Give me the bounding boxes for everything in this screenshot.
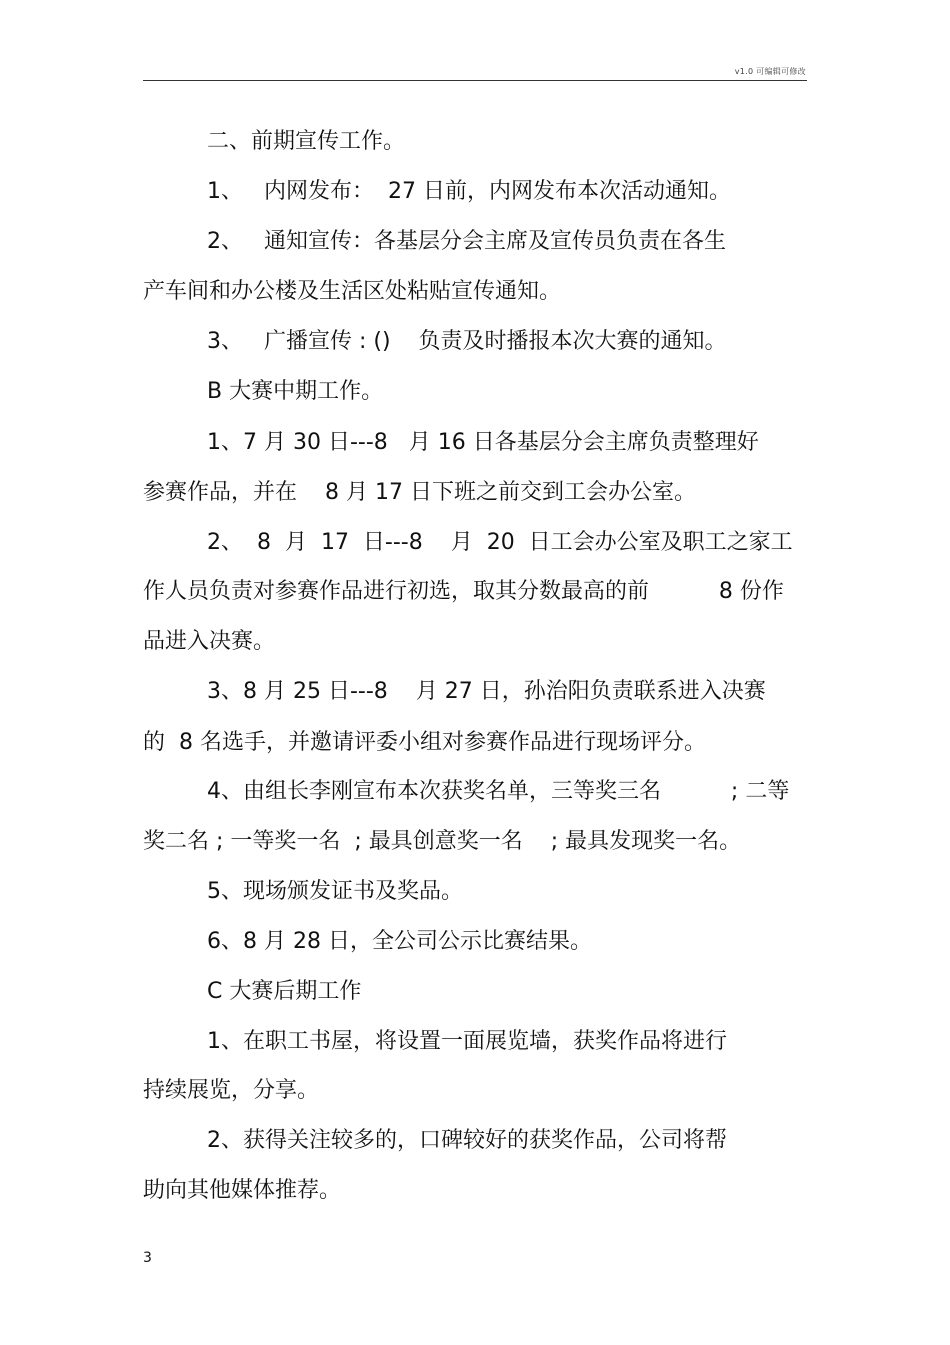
section-heading-mid-stage: B 大赛中期工作。 — [207, 379, 384, 404]
section-heading-post-stage: C 大赛后期工作 — [207, 979, 362, 1004]
paragraph-line: 1、 内网发布： 27 日前，内网发布本次活动通知。 — [207, 179, 731, 204]
paragraph-line: 奖二名 ; 一等奖一名 ; 最具创意奖一名 ; 最具发现奖一名。 — [143, 829, 742, 854]
paragraph-line: 2、 通知宣传：各基层分会主席及宣传员负责在各生 — [207, 229, 726, 254]
paragraph-line: 参赛作品，并在 8 月 17 日下班之前交到工会办公室。 — [143, 480, 696, 505]
paragraph-line: 作人员负责对参赛作品进行初选，取其分数最高的前 8 份作 — [143, 579, 784, 604]
page-number: 3 — [143, 1250, 152, 1266]
section-heading-early-publicity: 二、前期宣传工作。 — [207, 129, 406, 154]
header-rule — [143, 80, 807, 81]
paragraph-line: 6、8 月 28 日，全公司公示比赛结果。 — [207, 929, 592, 954]
paragraph-line: 持续展览，分享。 — [143, 1078, 320, 1103]
paragraph-line: 品进入决赛。 — [143, 629, 276, 654]
paragraph-line: 3、8 月 25 日---8 月 27 日，孙治阳负责联系进入决赛 — [207, 679, 766, 704]
paragraph-line: 2、获得关注较多的，口碑较好的获奖作品，公司将帮 — [207, 1128, 727, 1153]
paragraph-line: 3、 广播宣传 : () 负责及时播报本次大赛的通知。 — [207, 329, 727, 354]
paragraph-line: 助向其他媒体推荐。 — [143, 1178, 342, 1203]
header-note: v1.0 可编辑可修改 — [734, 67, 806, 76]
paragraph-line: 产车间和办公楼及生活区处粘贴宣传通知。 — [143, 279, 562, 304]
paragraph-line: 1、7 月 30 日---8 月 16 日各基层分会主席负责整理好 — [207, 430, 759, 455]
paragraph-line: 5、现场颁发证书及奖品。 — [207, 879, 463, 904]
paragraph-line: 的 8 名选手，并邀请评委小组对参赛作品进行现场评分。 — [143, 730, 706, 755]
paragraph-line: 2、 8 月 17 日---8 月 20 日工会办公室及职工之家工 — [207, 530, 793, 555]
paragraph-line: 4、由组长李刚宣布本次获奖名单，三等奖三名 ; 二等 — [207, 779, 790, 804]
paragraph-line: 1、在职工书屋，将设置一面展览墙，获奖作品将进行 — [207, 1029, 727, 1054]
